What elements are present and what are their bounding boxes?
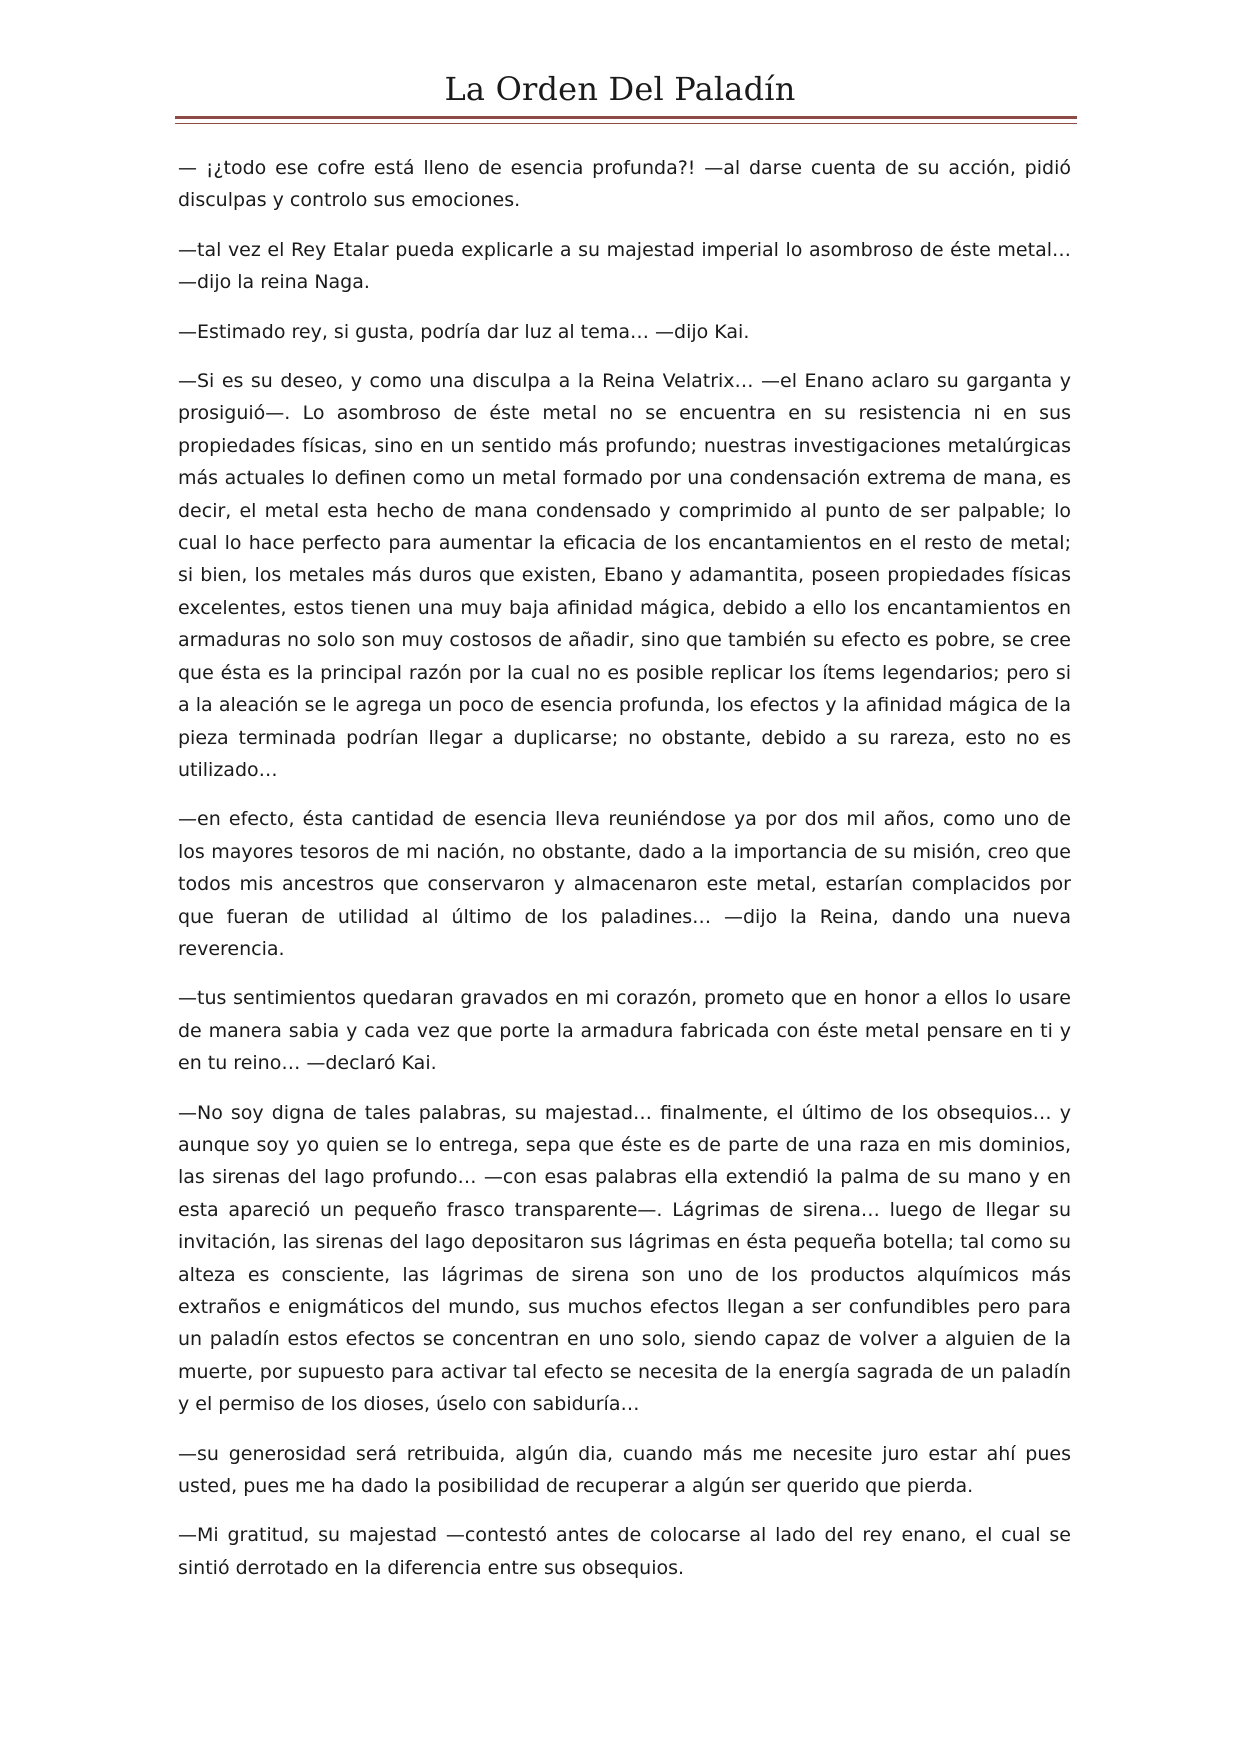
header-divider-thin xyxy=(175,123,1077,124)
paragraph: —Mi gratitud, su majestad —contestó antes de colocarse al lado del rey enano, el cual se sintió derrotado en la diferencia entre sus obsequios. xyxy=(178,1524,1071,1579)
paragraph: —tal vez el Rey Etalar pueda explicarle a su majestad imperial lo asombroso de éste metal… —dijo la reina Naga. xyxy=(178,238,1071,294)
paragraph: —tus sentimientos quedaran gravados en mi corazón, prometo que en honor a ellos lo usare de manera sabia y cada vez que porte la armadura fabricada con éste metal pensare en ti y en tu reino… —declaró Kai. xyxy=(178,987,1071,1075)
paragraph: —en efecto, ésta cantidad de esencia lleva reuniéndose ya por dos mil años, como uno de los mayores tesoros de mi nación, no obstante, dado a la importancia de su misión, creo que todos mis ancestros que conservaron y almacenaron este metal, estarían complacidos por que fueran de utilidad al último de los paladines… —dijo la Reina, dando una nueva reverencia. xyxy=(178,808,1071,960)
page-header-title: La Orden Del Paladín xyxy=(444,70,796,108)
paragraph: —Si es su deseo, y como una disculpa a la Reina Velatrix… —el Enano aclaro su garganta y prosiguió—. Lo asombroso de éste metal no se encuentra en su resistencia ni en sus propiedades físicas, sino en un sentido más profundo; nuestras investigaciones metalúrgicas más actuales lo definen como un metal formado por una condensación extrema de mana, es decir, el metal esta hecho de mana condensado y comprimido al punto de ser palpable; lo cual lo hace perfecto para aumentar la eficacia de los encantamientos en el resto de metal; si bien, los metales más duros que existen, Ebano y adamantita, poseen propiedades físicas excelentes, estos tienen una muy baja afinidad mágica, debido a ello los encantamientos en armaduras no solo son muy costosos de añadir, sino que también su efecto es pobre, se cree que ésta es la principal razón por la cual no es posible replicar los ítems legendarios; pero si a la aleación se le agrega un poco de esencia profunda, los efectos y la afinidad mágica de la pieza terminada podrían llegar a duplicarse; no obstante, debido a su rareza, esto no es utilizado… xyxy=(178,370,1071,781)
paragraph: —Estimado rey, si gusta, podría dar luz al tema… —dijo Kai. xyxy=(178,320,750,343)
paragraph: — ¡¿todo ese cofre está lleno de esencia profunda?! —al darse cuenta de su acción, pidió disculpas y controlo sus emociones. xyxy=(178,157,1071,212)
document-body xyxy=(178,152,1071,1601)
header-divider xyxy=(175,116,1077,119)
paragraph: —No soy digna de tales palabras, su majestad… finalmente, el último de los obsequios… y aunque soy yo quien se lo entrega, sepa que éste es de parte de una raza en mis dominios, las sirenas del lago profundo… —con esas palabras ella extendió la palma de su mano y en esta apareció un pequeño frasco transparente—. Lágrimas de sirena… luego de llegar su invitación, las sirenas del lago depositaron sus lágrimas en ésta pequeña botella; tal como su alteza es consciente, las lágrimas de sirena son uno de los productos alquímicos más extraños e enigmáticos del mundo, sus muchos efectos llegan a ser confundibles pero para un paladín estos efectos se concentran en uno solo, siendo capaz de volver a alguien de la muerte, por supuesto para activar tal efecto se necesita de la energía sagrada de un paladín y el permiso de los dioses, úselo con sabiduría… xyxy=(178,1101,1071,1416)
paragraph: —su generosidad será retribuida, algún dia, cuando más me necesite juro estar ahí pues usted, pues me ha dado la posibilidad de recuperar a algún ser querido que pierda. xyxy=(178,1442,1071,1498)
